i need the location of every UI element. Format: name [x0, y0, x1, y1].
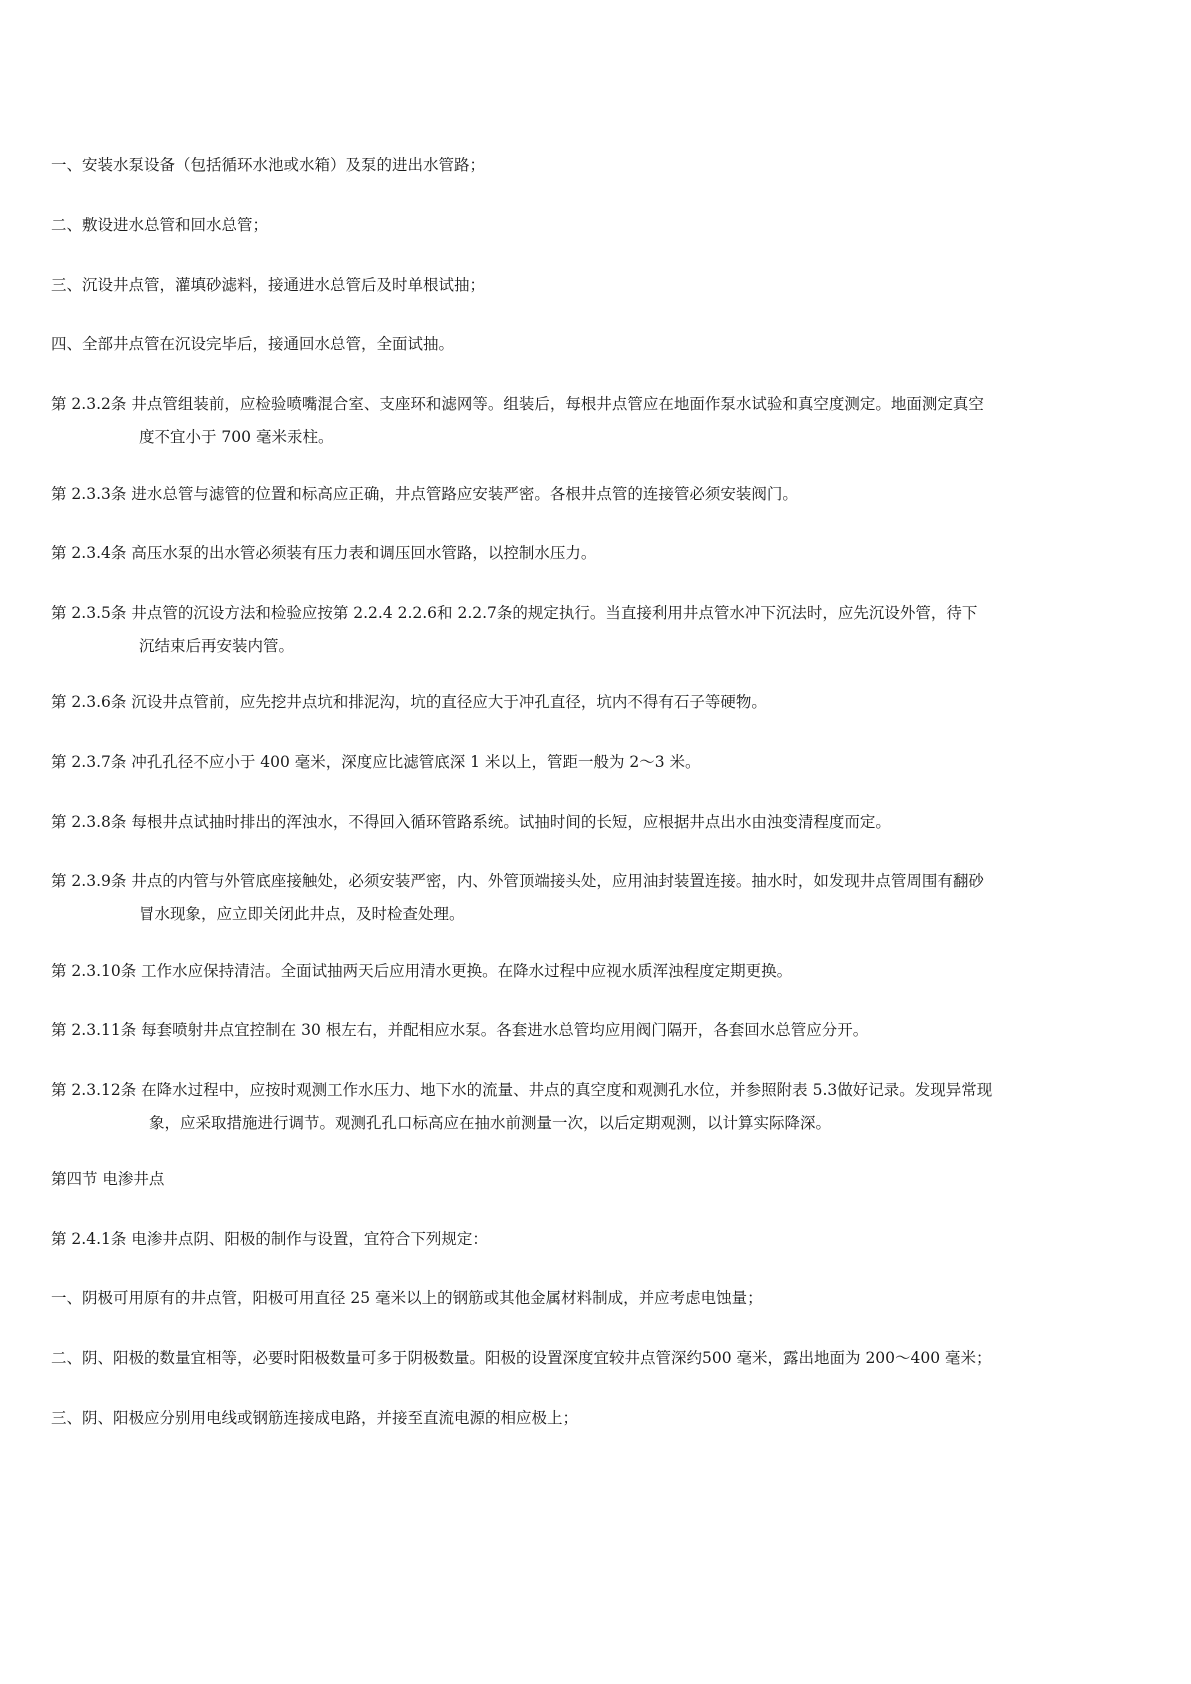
clause-text: 电渗井点阴、阳极的制作与设置，宜符合下列规定： — [131, 1230, 488, 1248]
clause-number: 第 2.3.5条 — [51, 604, 127, 622]
clause-number: 第 2.3.7条 — [51, 753, 127, 771]
clause-2-4-1 — [51, 1223, 1141, 1256]
clause-number: 第 2.3.11条 — [51, 1021, 137, 1039]
clause-text: 在降水过程中，应按时观测工作水压力、地下水的流量、井点的真空度和观测孔水位，并参照附表 5.3做好记录。发现异常现 — [141, 1081, 993, 1099]
section-title: 第四节 电渗井点 — [51, 1170, 165, 1188]
clause-text: 井点管组装前，应检验喷嘴混合室、支座环和滤网等。组装后，每根井点管应在地面作泵水试验和真空度测定。地面测定真空 — [131, 395, 984, 413]
clause-2-3-10 — [51, 955, 1141, 988]
clause-2-3-5 — [51, 597, 1141, 663]
clause-text: 沉设井点管前，应先挖井点坑和排泥沟，坑的直径应大于冲孔直径，坑内不得有石子等硬物。 — [131, 693, 767, 711]
clause-number: 第 2.3.2条 — [51, 395, 127, 413]
clause-text: 冲孔孔径不应小于 400 毫米，深度应比滤管底深 1 米以上，管距一般为 2～3 米。 — [131, 753, 701, 771]
clause-number: 第 2.3.9条 — [51, 872, 127, 890]
clause-number: 第 2.3.6条 — [51, 693, 127, 711]
clause-text: 每根井点试抽时排出的浑浊水，不得回入循环管路系统。试抽时间的长短，应根据井点出水由浊变清程度而定。 — [131, 813, 891, 831]
clause-text: 高压水泵的出水管必须装有压力表和调压回水管路，以控制水压力。 — [131, 544, 597, 562]
clause-text: 井点管的沉设方法和检验应按第 2.2.4 2.2.6和 2.2.7条的规定执行。当直接利用井点管水冲下沉法时，应先沉设外管，待下 — [131, 604, 978, 622]
list-item: 三、阴、阳极应分别用电线或钢筋连接成电路，并接至直流电源的相应极上； — [51, 1409, 579, 1427]
clause-2-3-12 — [51, 1074, 1141, 1140]
clause-text: 井点的内管与外管底座接触处，必须安装严密，内、外管顶端接头处，应用油封装置连接。抽水时，如发现井点管周围有翻砂 — [131, 872, 984, 890]
clause-2-3-7 — [51, 746, 1141, 779]
list-item: 三、沉设井点管，灌填砂滤料，接通进水总管后及时单根试抽； — [51, 276, 486, 294]
list-item: 二、阴、阳极的数量宜相等，必要时阳极数量可多于阴极数量。阳极的设置深度宜较井点管深约500 毫米，露出地面为 200～400 毫米； — [51, 1349, 992, 1367]
clause-number: 第 2.3.3条 — [51, 485, 127, 503]
clause-number: 第 2.3.10条 — [51, 962, 137, 980]
clause-text: 每套喷射井点宜控制在 30 根左右，并配相应水泵。各套进水总管均应用阀门隔开，各套回水总管应分开。 — [141, 1021, 869, 1039]
clause-2-3-3 — [51, 478, 1141, 511]
clause-2-3-11 — [51, 1014, 1141, 1047]
clause-2-3-8 — [51, 806, 1141, 839]
clause-text-continued: 度不宜小于 700 毫米汞柱。 — [139, 428, 334, 446]
clause-text: 工作水应保持清洁。全面试抽两天后应用清水更换。在降水过程中应视水质浑浊程度定期更换。 — [141, 962, 793, 980]
list-item: 一、阴极可用原有的井点管，阳极可用直径 25 毫米以上的钢筋或其他金属材料制成，并应考虑电蚀量； — [51, 1289, 763, 1307]
list-item: 一、安装水泵设备（包括循环水池或水箱）及泵的进出水管路； — [51, 156, 486, 174]
clause-text-continued: 象，应采取措施进行调节。观测孔孔口标高应在抽水前测量一次，以后定期观测，以计算实际降深。 — [149, 1114, 832, 1132]
clause-2-3-4 — [51, 537, 1141, 570]
clause-text-continued: 冒水现象，应立即关闭此井点，及时检查处理。 — [139, 905, 465, 923]
clause-text: 进水总管与滤管的位置和标高应正确，井点管路应安装严密。各根井点管的连接管必须安装阀门。 — [131, 485, 798, 503]
clause-number: 第 2.4.1条 — [51, 1230, 127, 1248]
list-item: 二、敷设进水总管和回水总管； — [51, 216, 269, 234]
clause-number: 第 2.3.4条 — [51, 544, 127, 562]
clause-2-3-6 — [51, 686, 1141, 719]
clause-text-continued: 沉结束后再安装内管。 — [139, 637, 295, 655]
clause-2-3-2 — [51, 388, 1141, 454]
list-item: 四、全部井点管在沉设完毕后，接通回水总管，全面试抽。 — [51, 335, 455, 353]
clause-2-3-9 — [51, 865, 1141, 931]
clause-number: 第 2.3.12条 — [51, 1081, 137, 1099]
clause-number: 第 2.3.8条 — [51, 813, 127, 831]
